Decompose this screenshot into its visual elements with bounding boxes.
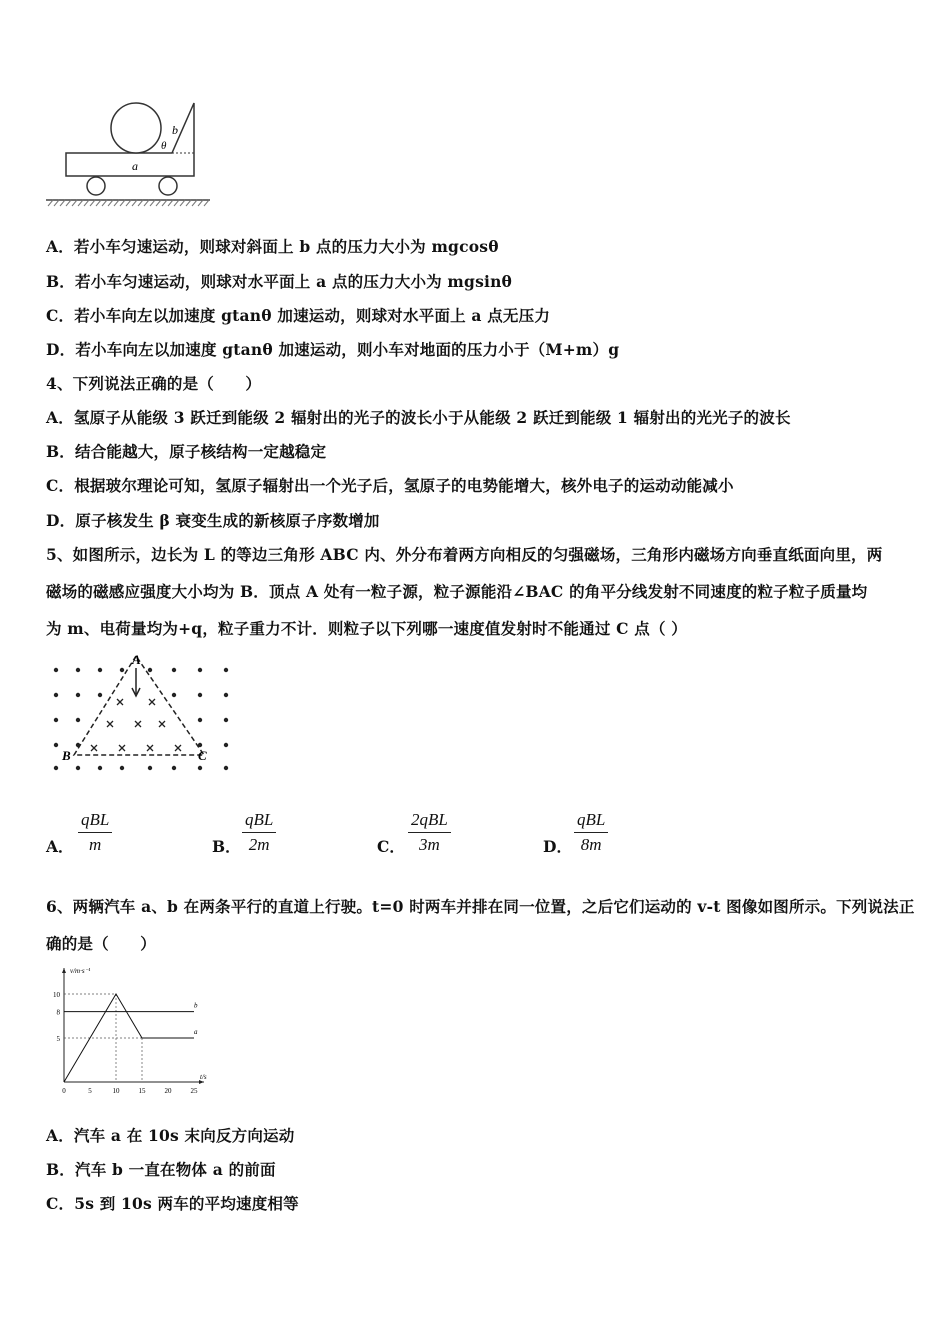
field-in-cross bbox=[147, 745, 153, 751]
field-out-dot bbox=[198, 718, 202, 722]
field-out-dot bbox=[98, 668, 102, 672]
vertex-label-a: A bbox=[132, 652, 141, 667]
field-in-cross bbox=[107, 721, 113, 727]
fraction-denominator: m bbox=[89, 835, 102, 854]
y-tick-label: 5 bbox=[56, 1035, 60, 1043]
q5-option-d-label: D． bbox=[543, 837, 572, 856]
q5-option-b-label: B． bbox=[212, 837, 241, 856]
y-axis-arrow bbox=[62, 968, 66, 973]
q4-option-d: D．原子核发生 β 衰变生成的新核原子序数增加 bbox=[46, 511, 380, 530]
fraction-numerator: 2qBL bbox=[408, 810, 451, 833]
field-in-cross bbox=[135, 721, 141, 727]
y-tick-label: 10 bbox=[53, 991, 60, 999]
magnetic-field-figure bbox=[44, 650, 244, 775]
field-out-dot bbox=[76, 668, 80, 672]
fraction-denominator: 2m bbox=[248, 835, 270, 854]
x-tick-label: 25 bbox=[190, 1087, 198, 1095]
q5-option-c-fraction bbox=[408, 810, 451, 855]
field-out-dot bbox=[54, 718, 58, 722]
fraction-numerator: qBL bbox=[574, 810, 608, 833]
field-out-dot bbox=[198, 668, 202, 672]
y-axis-label: v/m·s⁻¹ bbox=[70, 967, 91, 975]
field-in-cross bbox=[149, 699, 155, 705]
field-out-dot bbox=[172, 668, 176, 672]
field-out-dot bbox=[172, 693, 176, 697]
q5-option-d-fraction bbox=[574, 810, 608, 855]
field-in-cross bbox=[119, 745, 125, 751]
q6-option-a: A．汽车 a 在 10s 末向反方向运动 bbox=[46, 1126, 295, 1145]
field-out-dot bbox=[224, 718, 228, 722]
vt-chart bbox=[44, 962, 234, 1102]
field-out-dot bbox=[76, 693, 80, 697]
q4-option-b: B．结合能越大，原子核结构一定越稳定 bbox=[46, 442, 327, 461]
q5-stem-line2: 磁场的磁感应强度大小均为 B．顶点 A 处有一粒子源，粒子源能沿∠BAC 的角平分线发射不同速度的粒子粒子质量均 bbox=[46, 582, 868, 601]
q5-option-a-label: A． bbox=[46, 837, 74, 856]
q5-stem-line3: 为 m、电荷量均为+q，粒子重力不计．则粒子以下列哪一速度值发射时不能通过 C 点（ ） bbox=[46, 619, 687, 638]
field-in-cross bbox=[175, 745, 181, 751]
vertex-label-b: B bbox=[62, 748, 71, 763]
q4-stem: 4、下列说法正确的是（ ） bbox=[46, 374, 262, 393]
series-label-b: b bbox=[194, 1001, 198, 1010]
x-tick-label: 10 bbox=[112, 1087, 120, 1095]
label-theta: θ bbox=[161, 140, 167, 152]
q5-option-a-fraction bbox=[78, 810, 112, 855]
fraction-denominator: 3m bbox=[419, 835, 440, 854]
field-out-dot bbox=[198, 766, 202, 770]
field-out-dot bbox=[76, 766, 80, 770]
fraction-numerator: qBL bbox=[78, 810, 112, 833]
label-b: b bbox=[172, 123, 178, 137]
field-out-dot bbox=[224, 766, 228, 770]
series-label-a: a bbox=[194, 1028, 198, 1036]
field-out-dot bbox=[120, 668, 124, 672]
field-out-dot bbox=[224, 668, 228, 672]
field-out-dot bbox=[172, 766, 176, 770]
y-tick-label: 8 bbox=[56, 1008, 60, 1017]
field-out-dot bbox=[224, 743, 228, 747]
x-tick-label: 20 bbox=[164, 1087, 172, 1095]
q3-option-b: B．若小车匀速运动，则球对水平面上 a 点的压力大小为 mgsinθ bbox=[46, 272, 513, 291]
field-out-dot bbox=[54, 743, 58, 747]
q5-stem-line1: 5、如图所示，边长为 L 的等边三角形 ABC 内、外分布着两方向相反的匀强磁场，三角形内磁场方向垂直纸面向里，两 bbox=[46, 545, 883, 564]
field-out-dot bbox=[76, 718, 80, 722]
x-tick-label: 15 bbox=[138, 1087, 146, 1095]
field-in-cross bbox=[117, 699, 123, 705]
x-axis-label: t/s bbox=[200, 1073, 207, 1081]
vertex-label-c: C bbox=[198, 748, 207, 763]
field-out-dot bbox=[120, 766, 124, 770]
field-out-dot bbox=[54, 766, 58, 770]
q6-stem-line1: 6、两辆汽车 a、b 在两条平行的直道上行驶。t=0 时两车并排在同一位置，之后它们运动的 v-t 图像如图所示。下列说法正 bbox=[46, 897, 915, 916]
q5-option-b-fraction bbox=[242, 810, 276, 855]
field-out-dot bbox=[54, 668, 58, 672]
q3-option-d: D．若小车向左以加速度 gtanθ 加速运动，则小车对地面的压力小于（M+m）g bbox=[46, 340, 620, 359]
x-tick-label: 0 bbox=[62, 1087, 66, 1095]
field-out-dot bbox=[98, 766, 102, 770]
field-out-dot bbox=[54, 693, 58, 697]
cart-ball-figure bbox=[44, 98, 214, 208]
field-in-cross bbox=[159, 721, 165, 727]
field-out-dot bbox=[224, 693, 228, 697]
field-in-cross bbox=[91, 745, 97, 751]
q5-option-c-label: C． bbox=[377, 837, 405, 856]
q6-stem-line2: 确的是（ ） bbox=[46, 934, 156, 953]
field-out-dot bbox=[148, 766, 152, 770]
q6-option-b: B．汽车 b 一直在物体 a 的前面 bbox=[46, 1160, 276, 1179]
q6-option-c: C．5s 到 10s 两车的平均速度相等 bbox=[46, 1194, 299, 1213]
field-out-dot bbox=[98, 693, 102, 697]
label-a: a bbox=[132, 159, 138, 173]
field-out-dot bbox=[148, 668, 152, 672]
fraction-denominator: 8m bbox=[580, 835, 602, 854]
q3-option-a: A．若小车匀速运动，则球对斜面上 b 点的压力大小为 mgcosθ bbox=[46, 237, 499, 256]
field-out-dot bbox=[198, 693, 202, 697]
x-tick-label: 5 bbox=[88, 1087, 92, 1095]
q3-option-c: C．若小车向左以加速度 gtanθ 加速运动，则球对水平面上 a 点无压力 bbox=[46, 306, 551, 325]
q4-option-c: C．根据玻尔理论可知，氢原子辐射出一个光子后，氢原子的电势能增大，核外电子的运动动能减小 bbox=[46, 476, 734, 495]
fraction-numerator: qBL bbox=[242, 810, 276, 833]
q4-option-a: A．氢原子从能级 3 跃迁到能级 2 辐射出的光子的波长小于从能级 2 跃迁到能级 1 辐射出的光光子的波长 bbox=[46, 408, 791, 427]
